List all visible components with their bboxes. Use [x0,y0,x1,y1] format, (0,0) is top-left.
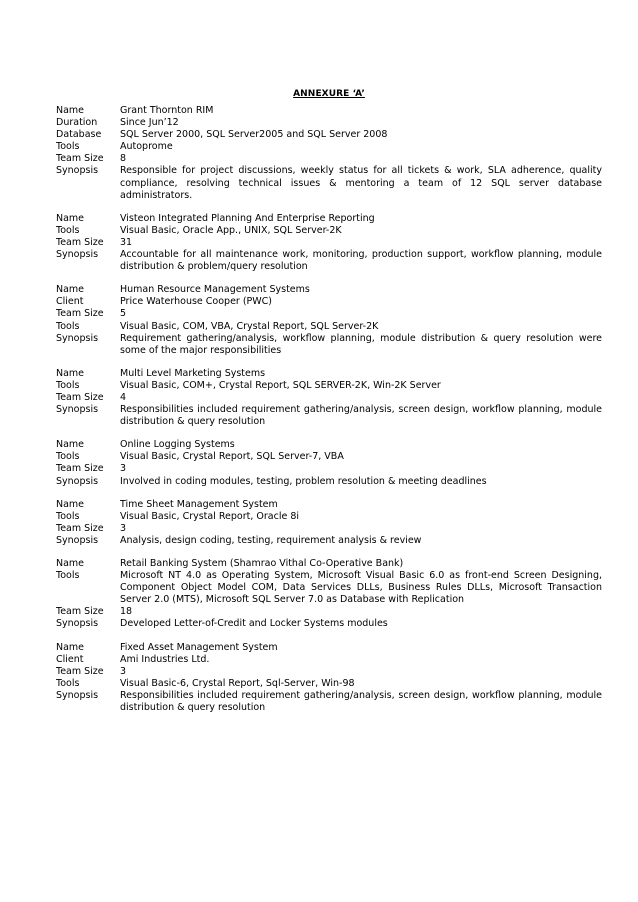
project-field-row [56,392,602,404]
project-field-row [56,213,602,225]
field-value: Visual Basic, COM, VBA, Crystal Report, SQL Server-2K [120,320,379,332]
project-block [56,368,602,428]
project-field-row [56,105,602,117]
field-value: 8 [120,153,127,165]
field-label: Team Size [56,665,104,677]
project-block [56,499,602,547]
project-field-row [56,117,602,129]
project-block [56,105,602,202]
project-block [56,284,602,357]
project-field-row [56,678,602,690]
project-field-row [56,284,602,296]
project-field-row [56,570,602,606]
field-value: Visual Basic, COM+, Crystal Report, SQL SERVER-2K, Win-2K Server [120,379,441,391]
field-value: Visual Basic, Crystal Report, Oracle 8i [120,510,300,522]
field-value: Visual Basic, Oracle App., UNIX, SQL Server-2K [120,224,342,236]
field-value: 3 [120,522,127,534]
field-label: Tools [56,570,80,582]
field-value: Fixed Asset Management System [120,641,278,653]
project-field-row [56,368,602,380]
field-label: Name [56,498,85,510]
field-value: Responsible for project discussions, weekly status for all tickets & work, SLA adherence, quality compliance, resolving technical issues & mentoring a team of 12 SQL server database administrators. [120,165,602,201]
field-value: Visteon Integrated Planning And Enterprise Reporting [120,212,375,224]
field-label: Synopsis [56,475,99,487]
field-label: Tools [56,379,80,391]
field-label: Team Size [56,391,104,403]
field-value: Visual Basic, Crystal Report, SQL Server-7, VBA [120,451,344,463]
field-value: Since Jun’12 [120,117,179,129]
field-value: Grant Thornton RIM [120,105,214,116]
project-field-row [56,511,602,523]
project-field-row [56,333,602,357]
field-value: Microsoft NT 4.0 as Operating System, Microsoft Visual Basic 6.0 as front-end Screen Designing, Component Object Model COM, Data Services DLLs, Business Rules DLLs, Microsoft Transaction Server 2.0 (MTS), Microsoft SQL Server 7.0 as Database with Replication [120,570,602,606]
field-value: Time Sheet Management System [120,498,278,510]
field-value: 3 [120,665,127,677]
field-value: SQL Server 2000, SQL Server2005 and SQL Server 2008 [120,129,388,141]
project-field-row [56,308,602,320]
field-label: Synopsis [56,165,99,177]
field-label: Synopsis [56,332,99,344]
field-label: Name [56,641,85,653]
field-value: Requirement gathering/analysis, workflow planning, module distribution & query resolution were some of the major responsibilities [120,332,602,356]
field-label: Team Size [56,463,104,475]
project-field-row [56,225,602,237]
project-field-row [56,666,602,678]
field-value: Responsibilities included requirement gathering/analysis, screen design, workflow planning, module distribution & query resolution [120,689,602,714]
project-field-row [56,690,602,714]
field-value: Accountable for all maintenance work, monitoring, production support, workflow planning, module distribution & problem/query resolution [120,249,602,273]
project-block [56,642,602,715]
field-value: Multi Level Marketing Systems [120,367,266,379]
project-block [56,439,602,487]
field-value: Visual Basic-6, Crystal Report, Sql-Server, Win-98 [120,677,355,689]
project-field-row [56,249,602,273]
project-field-row [56,654,602,666]
project-field-row [56,451,602,463]
project-field-row [56,165,602,201]
field-label: Name [56,367,85,379]
project-block [56,213,602,273]
field-label: Synopsis [56,534,99,546]
field-label: Name [56,105,85,116]
document-page [56,88,602,725]
project-field-row [56,463,602,475]
field-label: Synopsis [56,249,99,261]
field-label: Synopsis [56,618,99,630]
field-label: Synopsis [56,404,99,416]
field-value: Involved in coding modules, testing, problem resolution & meeting deadlines [120,475,487,487]
field-value: Retail Banking System (Shamrao Vithal Co-Operative Bank) [120,558,404,569]
project-field-row [56,141,602,153]
field-label: Team Size [56,153,104,165]
project-field-row [56,558,602,570]
project-field-row [56,296,602,308]
field-value: 31 [120,236,133,248]
field-label: Client [56,653,84,665]
project-field-row [56,618,602,630]
field-label: Team Size [56,522,104,534]
field-value: Autoprome [120,141,173,153]
field-value: Ami Industries Ltd. [120,653,210,665]
field-label: Name [56,439,85,451]
field-value: Human Resource Management Systems [120,284,310,296]
field-label: Client [56,296,84,308]
project-field-row [56,404,602,428]
project-field-row [56,535,602,547]
field-label: Tools [56,510,80,522]
field-label: Name [56,558,85,569]
field-label: Team Size [56,606,104,618]
field-label: Database [56,129,102,141]
field-label: Tools [56,224,80,236]
project-field-row [56,642,602,654]
field-value: 18 [120,606,133,618]
project-field-row [56,237,602,249]
field-value: Online Logging Systems [120,439,235,451]
field-label: Synopsis [56,689,99,701]
document-title: ANNEXURE ‘A’ [293,89,365,99]
field-label: Name [56,212,85,224]
project-field-row [56,499,602,511]
field-value: 3 [120,463,127,475]
field-value: 5 [120,308,127,320]
project-field-row [56,606,602,618]
field-label: Tools [56,141,80,153]
field-label: Team Size [56,236,104,248]
field-label: Tools [56,320,80,332]
project-field-row [56,380,602,392]
project-field-row [56,153,602,165]
project-block [56,558,602,631]
field-label: Team Size [56,308,104,320]
field-value: 4 [120,391,127,403]
field-label: Duration [56,117,98,129]
project-field-row [56,523,602,535]
project-list [56,105,602,714]
field-label: Tools [56,677,80,689]
field-value: Developed Letter-of-Credit and Locker Systems modules [120,618,388,630]
project-field-row [56,476,602,488]
field-label: Tools [56,451,80,463]
project-field-row [56,129,602,141]
project-field-row [56,439,602,451]
field-value: Analysis, design coding, testing, requirement analysis & review [120,534,422,546]
project-field-row [56,321,602,333]
field-value: Responsibilities included requirement gathering/analysis, screen design, workflow planning, module distribution & query resolution [120,404,602,428]
field-label: Name [56,284,85,296]
field-value: Price Waterhouse Cooper (PWC) [120,296,273,308]
